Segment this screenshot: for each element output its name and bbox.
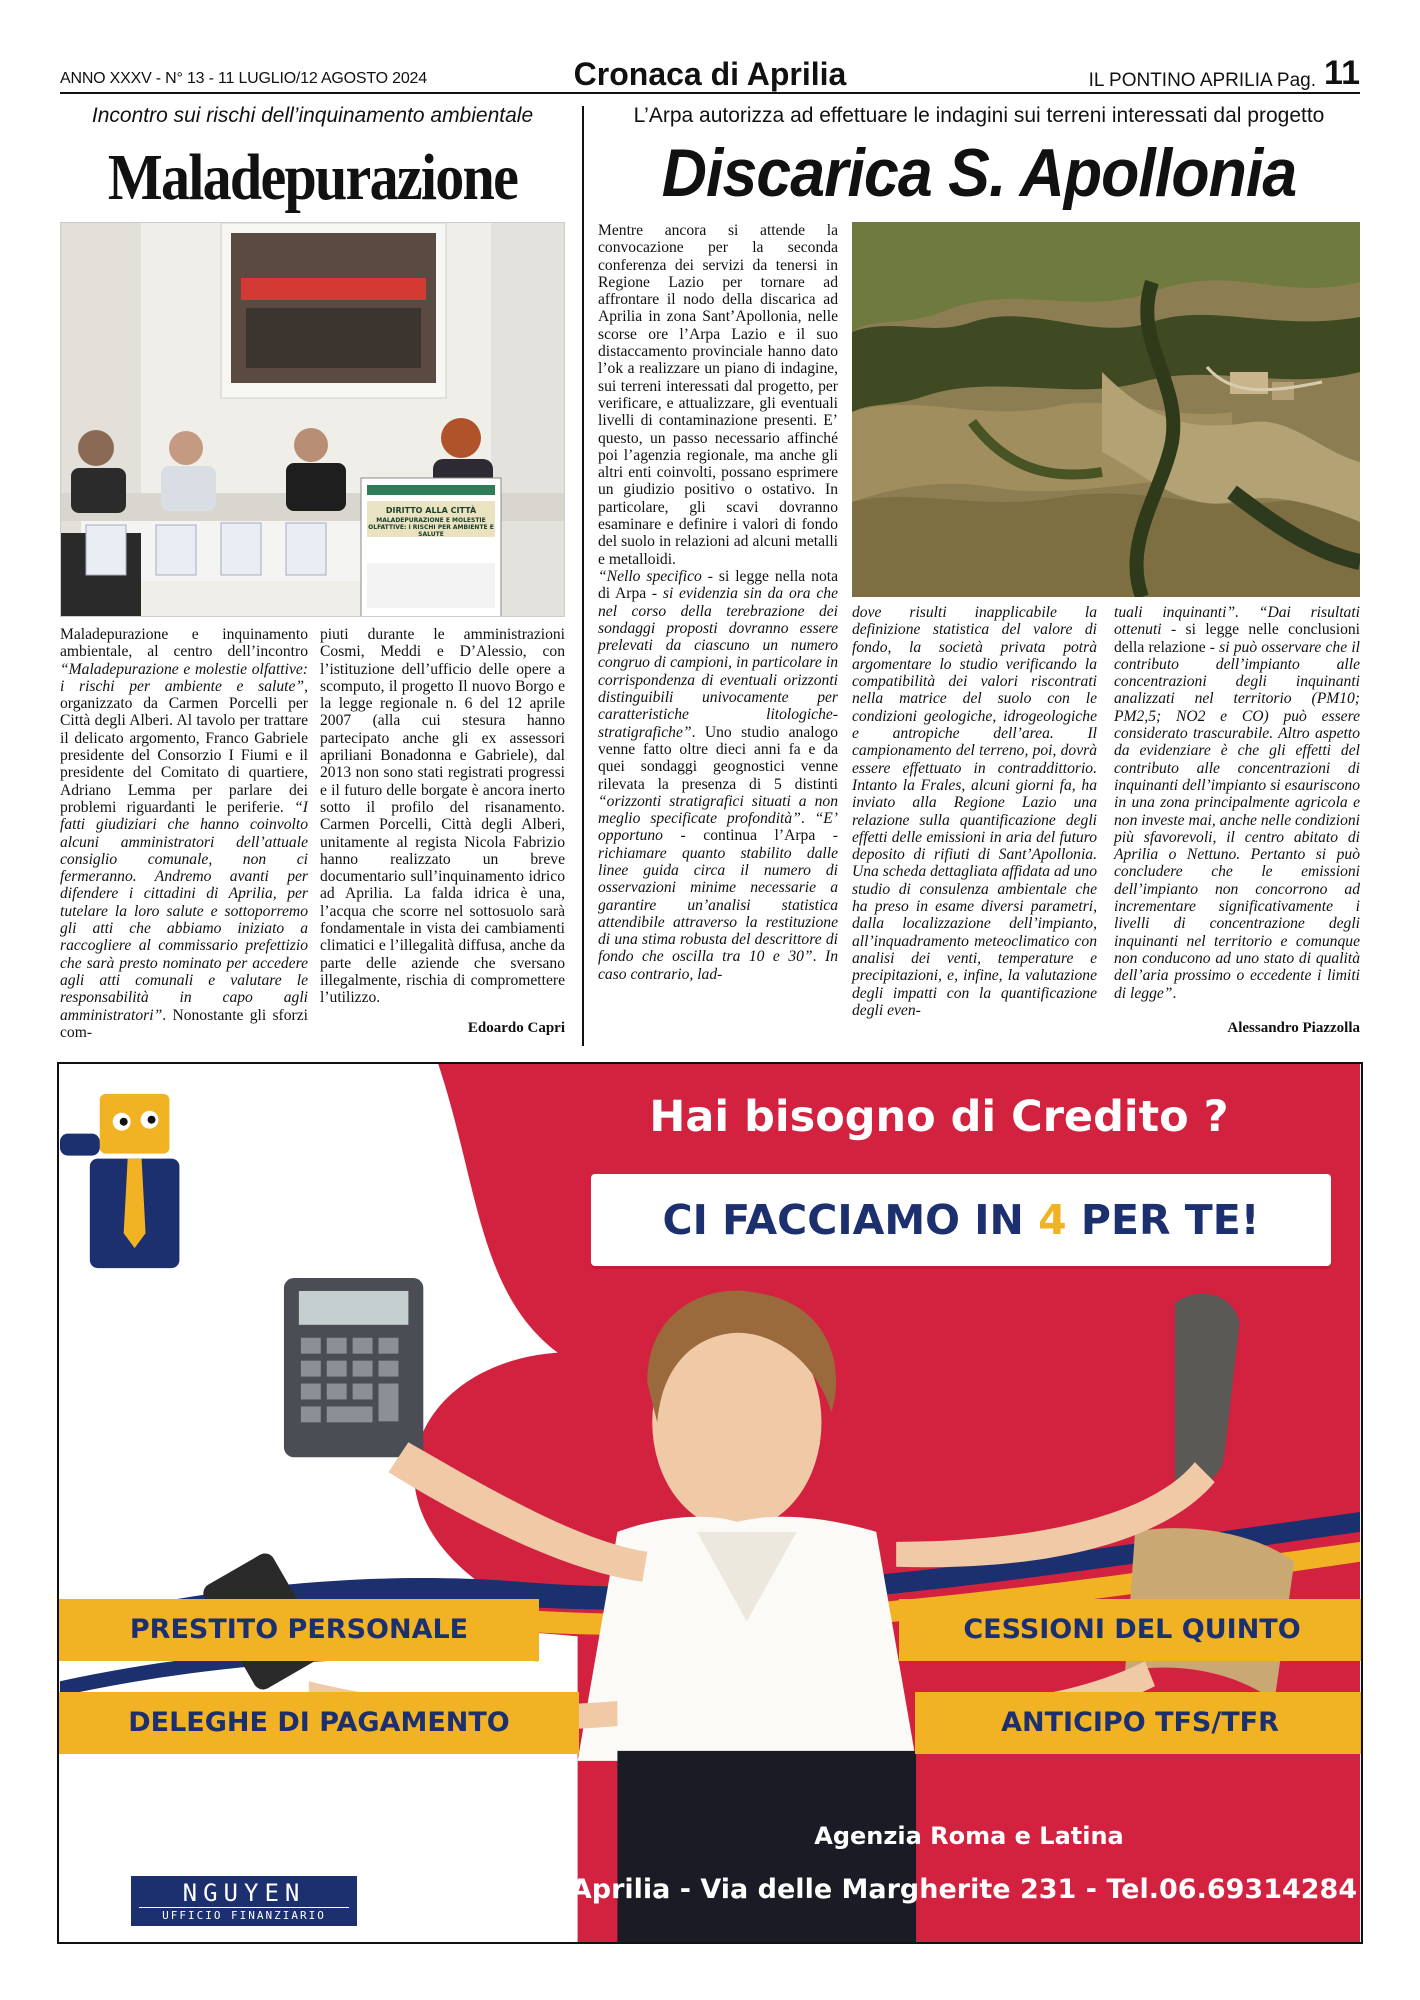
text-run: In caso contrario, lad- — [598, 948, 838, 983]
logo-name: NGUYEN — [182, 1879, 306, 1907]
page-number: 11 — [1324, 54, 1360, 92]
text-run: piuti durante le amministrazioni Cosmi, Meddi e D’Alessio, con l’istituzione dell’ufficio delle opere a scomputo, il progetto Il nuovo Borgo e la legge regionale n. 6 del 12 aprile 2007 (alla cui stesura hanno partecipato anche gli ex assessori apriliani Bonadonna e Gabriele), dal 2013 non sono stati registrati progressi e il futuro delle borgate è ancora inerto sotto il profilo del risanamento. Carmen Porcelli, Città degli Alberi, unitamente al regista Nicola Fabrizio hanno realizzato un breve documentario sull’inquinamento idrico ad Aprilia. La falda idrica è una, l’acqua che scorre nel sottosuolo sarà fondamentale in vista dei cambiamenti climatici e l’illegalità diffusa, anche da parte delle aziende che sversano illegalmente, rischia di compromettere l’utilizzo. — [320, 626, 565, 1007]
text-run: . — [800, 810, 815, 828]
text-run: “Nello specifico — [598, 567, 702, 585]
ad-slogan — [591, 1174, 1331, 1266]
service-salary-assignment: CESSIONI DEL QUINTO — [899, 1599, 1363, 1661]
left-byline: Edoardo Capri — [467, 1020, 565, 1036]
aerial-photo — [852, 222, 1360, 597]
text-run: si evidenzia sin da ora che nel corso della terebrazione dei sondaggi proposti dovranno essere prelevati da ciascuno un numero congruo di campioni, in particolare in corrispondenza di eventuali orizzonti distinguibili univocamente per caratteristiche litologiche-stratigrafiche” — [598, 585, 838, 741]
text-run: . Uno studio analogo venne fatto oltre dieci anni fa e da quei sondaggi geognostici venne rilevata la presenza di 5 distinti — [598, 723, 838, 793]
text-run: dove risulti inapplicabile la definizione statistica del valore di fondo, la società privata potrà argomentare lo studio verificando la compatibilità dei valori riscontrati nella matrice del suolo con le condizioni geologiche, idrogeologiche e antropiche dell’area. Il campionamento del terreno, poi, dovrà essere effettuato in contraddittorio. — [852, 604, 1097, 777]
left-column-1 — [60, 626, 308, 1041]
ad-address: Aprilia - Via delle Margherite 231 - Tel.06.69314284 — [570, 1874, 1358, 1905]
text-run: Maladepurazione e inquinamento ambientale, al centro dell’incontro — [60, 626, 308, 661]
text-run: “E’ opportuno — [598, 810, 838, 845]
text-run: tuali inquinanti”. — [1114, 604, 1240, 621]
publication-name: IL PONTINO APRILIA Pag. — [1088, 70, 1316, 91]
conference-photo — [60, 222, 565, 617]
right-column-1 — [598, 222, 838, 983]
left-kicker: Incontro sui rischi dell’inquinamento ambientale — [91, 104, 534, 127]
slogan-number: 4 — [1038, 1196, 1067, 1244]
issue-info: ANNO XXXV - N° 13 - 11 LUGLIO/12 AGOSTO 2024 — [60, 70, 427, 87]
text-run: . Nonostante gli sforzi com- — [60, 1006, 308, 1041]
text-run: Mentre ancora si attende la convocazione per la seconda conferenza dei servizi da tenersi in Regione Lazio per tornare ad affrontare il nodo della discarica ad Aprilia in zona Sant’Apollonia, nelle scorse ore l’Arpa Lazio e il suo distaccamento provinciale hanno dato l’ok a realizzare un piano di indagine, sui terreni interessati dal progetto, per verificare, e attualizzare, gli eventuali livelli di contaminazione presenti. E’ questo, un passo necessario affinché poi l’agenzia regionale, ma anche gli altri enti coinvolti, possano esprimere un giudizio positivo o ostativo. In particolare, gli scavi dovranno esaminare e definire i valori di fondo del suolo in relazioni ad alcuni metalli e metalloidi. — [598, 222, 838, 568]
text-run: “Maladepurazione e molestie olfattive: i rischi per ambiente e salute” — [60, 660, 308, 695]
service-payment-delegation: DELEGHE DI PAGAMENTO — [59, 1692, 579, 1754]
text-run: Intanto la Frales, alcuni giorni fa, ha inviato alla Regione Lazio una relazione sulla quantificazione degli effetti delle emissioni in aria del futuro deposito di rifiuti di Sant’Apollonia. Una scheda dettagliata affidata ad uno studio di consulenza ambientale che ha preso in esame diversi parametri, dalla localizzazione dell’impianto, all’inquadramento meteoclimatico con analisi dei venti, temperature e precipitazioni, e, infine, la valutazione degli impatti con la quantificazione degli even- — [852, 776, 1097, 1019]
left-column-2 — [320, 626, 565, 1007]
aerial-illustration — [852, 222, 1360, 597]
right-col2-text — [852, 604, 1097, 1019]
right-col1-text — [598, 222, 838, 983]
slogan-part: CI FACCIAMO IN — [662, 1196, 1039, 1244]
text-run: “I fatti giudiziari che hanno coinvolto alcuni amministratori dell’attuale consiglio comunale, non ci fermeranno. Andremo avanti per difendere i cittadini di Aprilia, per tutelare la loro salute e sottoporremo gli atti che abbiamo iniziato a raccogliere al commissario prefettizio che sarà presto nominato per accedere agli atti comunali e valutare le responsabilità in capo agli amministratori” — [60, 798, 308, 1024]
left-col2-text — [320, 626, 565, 1007]
text-run: - continua l’Arpa - — [662, 827, 838, 845]
logo-subtitle: UFFICIO FINANZIARIO — [139, 1907, 349, 1924]
service-tfs-advance: ANTICIPO TFS/TFR — [915, 1692, 1363, 1754]
credit-advertisement — [57, 1062, 1363, 1944]
text-run: si può osservare che il contributo dell’impianto alle concentrazioni degli inquinanti analizzati nel territorio (PM10; PM2,5; NO2 e CO) può essere considerato trascurabile. Altro aspetto da evidenziare è che gli effetti del contributo alle concentrazioni di inquinanti dell’impianto si esauriscono in una zona principalmente agricola e non investe mai, anche nelle condizioni più sfavorevoli, il centro abitato di Aprilia o Nettuno. Pertanto si può concludere che le emissioni dell’impianto non concorrono ad incrementare significativamente i livelli di concentrazione degli inquinanti nel territorio e comunque non conducono ad uno stato di qualità dell’aria prossimo o eccedente i limiti di legge” — [1114, 638, 1360, 1002]
section-title: Cronaca di Aprilia — [573, 56, 847, 92]
mascot-head — [100, 1094, 170, 1154]
text-run: . — [1172, 984, 1177, 1002]
ad-agency: Agenzia Roma e Latina — [814, 1822, 1124, 1850]
conference-illustration — [61, 223, 565, 617]
slogan-part: PER TE! — [1066, 1196, 1260, 1244]
poster-subtitle: MALADEPURAZIONE E MOLESTIE OLFATTIVE: I RISCHI PER AMBIENTE E SALUTE — [368, 517, 494, 538]
text-run: - si legge nelle conclusioni della relazione - — [1114, 621, 1360, 656]
text-run: richiamare quanto stabilito dalle linee guida circa il numero di osservazioni minime necessarie a garantire un’analisi statistica attendibile attraverso la restituzione di una stima robusta del descrittore di fondo che oscilla tra 10 e 30” — [598, 844, 838, 966]
service-personal-loan: PRESTITO PERSONALE — [59, 1599, 539, 1661]
right-column-3 — [1114, 604, 1360, 1002]
right-column-2 — [852, 604, 1097, 1019]
text-run: . — [812, 948, 825, 966]
column-divider — [582, 106, 584, 1046]
right-headline: Discarica S. Apollonia — [661, 135, 1297, 211]
poster-title: DIRITTO ALLA CITTÀ — [385, 506, 477, 515]
text-run: , organizzato da Carmen Porcelli per Città degli Alberi. Al tavolo per trattare il delicato argomento, Franco Gabriele presidente del Consorzio I Fiumi e il presidente del Comitato di quartiere, Adriano Lemma per parlare dei problemi riguardanti le periferie. — [60, 677, 308, 816]
text-run: - si legge nella nota di Arpa - — [598, 567, 838, 603]
text-run: “Dai risultati ottenuti — [1114, 604, 1360, 639]
left-col1-text — [60, 626, 308, 1041]
right-col3-text — [1114, 604, 1360, 1002]
right-byline: Alessandro Piazzolla — [1227, 1020, 1360, 1036]
left-headline: Maladepurazione — [107, 141, 518, 214]
page-header — [60, 54, 1360, 94]
text-run: “orizzonti stratigrafici situati a non meglio specificate profondità” — [598, 792, 838, 828]
nguyen-logo — [129, 1874, 359, 1928]
ad-title: Hai bisogno di Credito ? — [649, 1092, 1229, 1142]
right-kicker: L’Arpa autorizza ad effettuare le indagini sui terreni interessati dal progetto — [633, 104, 1325, 127]
